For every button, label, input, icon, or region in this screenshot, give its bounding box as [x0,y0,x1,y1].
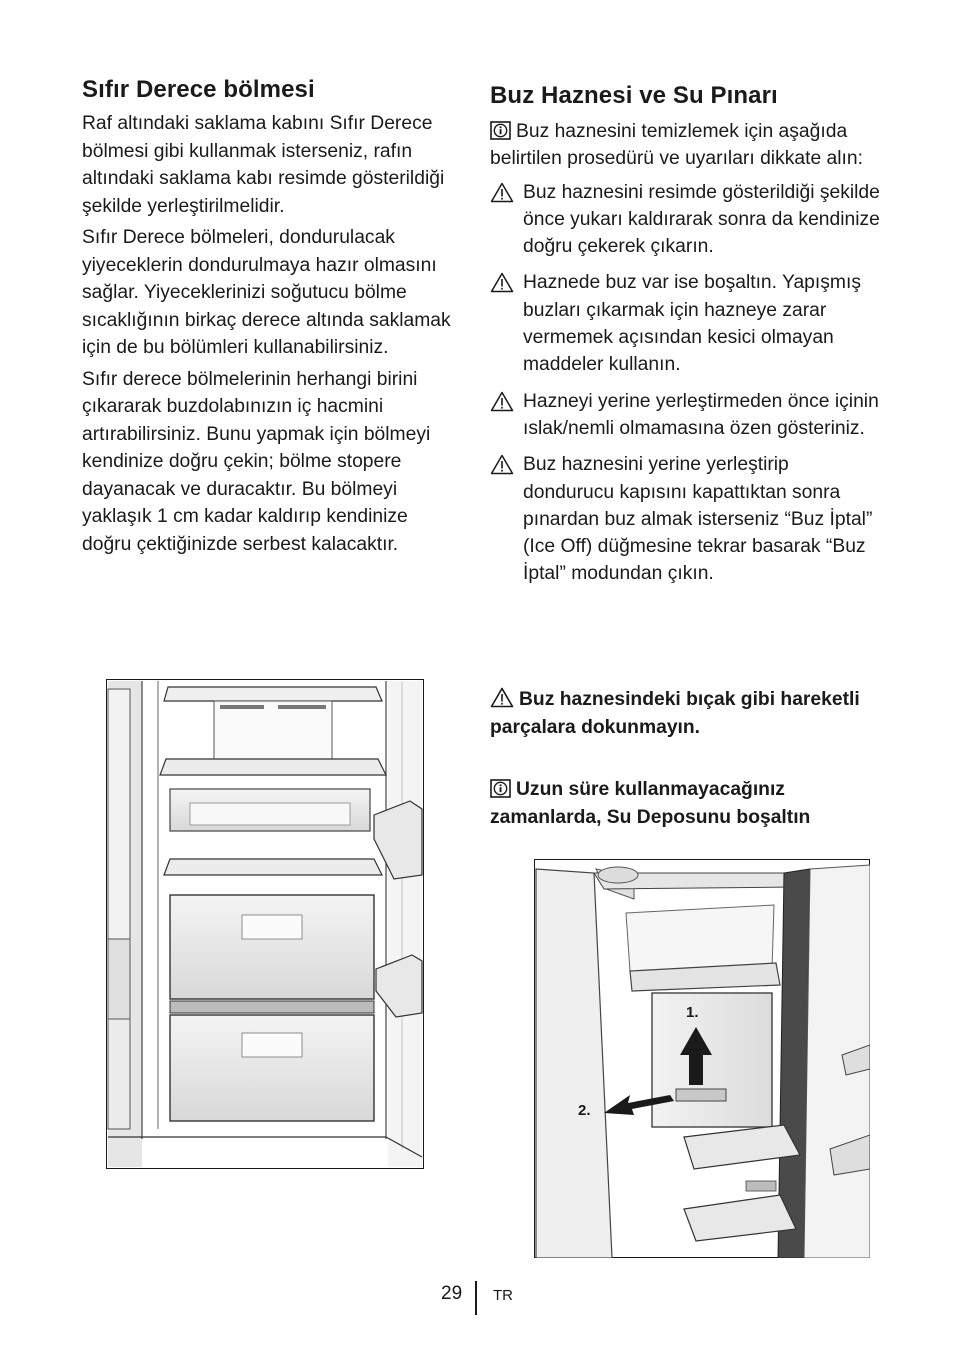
warning-item [490,179,885,261]
info-icon [490,121,511,140]
bold-warning-text: Buz haznesindeki bıçak gibi hareketli parçalara dokunmayın. [490,689,860,738]
intro-text: Buz haznesini temizlemek için aşağıda belirtilen prosedürü ve uyarıları dikkate alın: [490,121,863,170]
footer-divider [475,1281,477,1315]
section-heading-ice-bin: Buz Haznesi ve Su Pınarı [490,82,778,109]
ice-bin-removal-illustration [534,859,870,1258]
warning-triangle-icon [490,391,514,412]
page-footer [0,1281,954,1315]
intro-note [490,118,885,173]
warning-text: Haznede buz var ise boşaltın. Yapışmış buzları çıkarmak için hazneye zarar vermemek açısından kesici olmayan maddeler kullanın. [523,272,861,376]
warning-item [490,269,885,378]
warning-triangle-icon [490,687,514,708]
fridge-interior-illustration [106,679,424,1169]
warning-triangle-icon [490,454,514,475]
language-code: TR [493,1287,513,1304]
info-icon [490,779,511,798]
warning-text: Buz haznesini yerine yerleştirip dondurucu kapısını kapattıktan sonra pınardan buz almak isterseniz “Buz İptal” (Ice Off) düğmesine tekrar basarak “Buz İptal” modundan çıkın. [523,454,873,585]
bold-warning [490,686,885,741]
paragraph: Sıfır Derece bölmeleri, dondurulacak yiyeceklerin dondurulmaya hazır olmasını sağlar. Yiyeceklerinizi soğutucu bölme sıcaklığının birkaç derece altında saklamak için de bu bölümleri kullanabilirsiniz. [82,227,451,358]
bold-info-text: Uzun süre kullanmayacağınız zamanlarda, Su Deposunu boşaltın [490,779,811,828]
page-number: 29 [441,1283,463,1304]
warning-triangle-icon [490,182,514,203]
warning-item [490,388,885,443]
warning-text: Hazneyi yerine yerleştirmeden önce içinin ıslak/nemli olmamasına özen gösteriniz. [523,390,879,439]
warning-item [490,451,885,587]
paragraph: Sıfır derece bölmelerinin herhangi birini çıkararak buzdolabınızın iç hacmini artırabilirsiniz. Bunu yapmak için bölmeyi kendinize doğru çekin; bölme stopere dayanacak ve duracaktır. Bu bölmeyi yaklaşık 1 cm kadar kaldırıp kendinize doğru çektiğinizde serbest kalacaktır. [82,368,431,555]
step-label-1: 1. [686,1004,699,1021]
left-column [82,76,462,562]
bold-info [490,776,885,831]
warning-triangle-icon [490,272,514,293]
warning-text: Buz haznesini resimde gösterildiği şekilde önce yukarı kaldırarak sonra da kendinize doğru çekerek çıkarın. [523,181,880,258]
right-column [490,80,885,597]
step-label-2: 2. [578,1102,591,1119]
section-heading-zero-degree: Sıfır Derece bölmesi [82,76,315,103]
paragraph: Raf altındaki saklama kabını Sıfır Derece bölmesi gibi kullanmak isterseniz, rafın altındaki saklama kabı resimde gösterildiği şekilde yerleştirilmelidir. [82,113,445,217]
